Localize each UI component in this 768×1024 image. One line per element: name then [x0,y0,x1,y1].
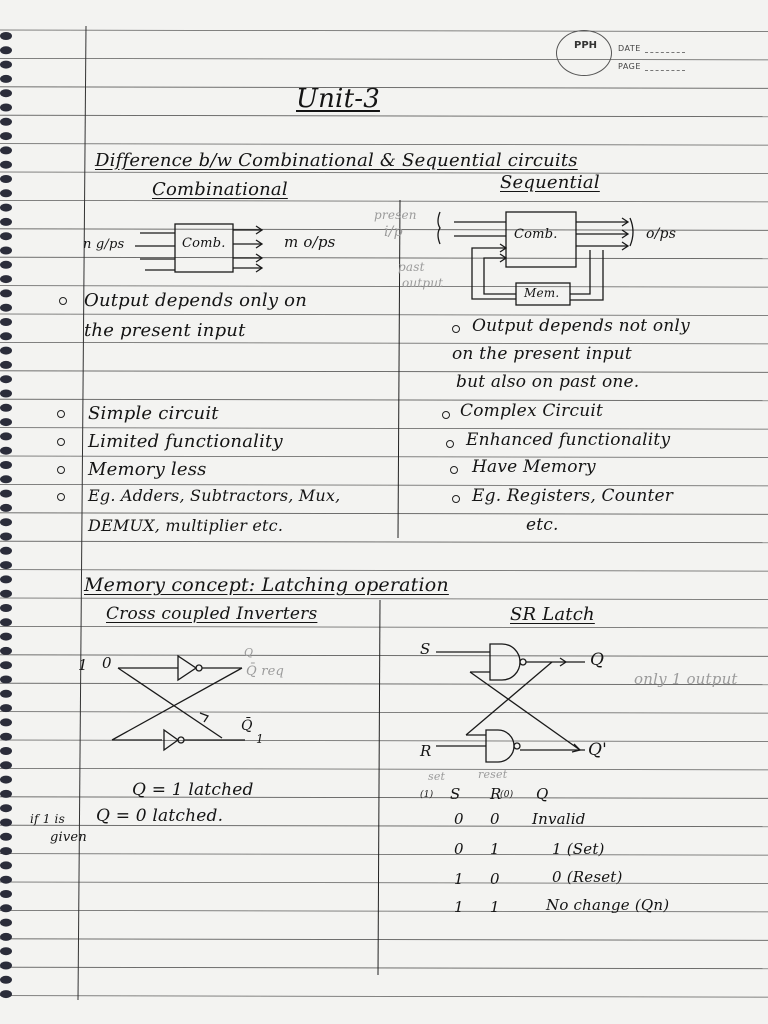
left-point: Limited functionality [88,431,283,452]
spiral-ring [0,890,12,898]
seq-past-output-label: output [402,276,444,290]
sequential-title: Sequential [500,172,600,193]
ruled-line [0,172,768,174]
left-point: Output depends only on [84,290,307,311]
spiral-ring [0,475,12,483]
tt-cell: No change (Qn) [546,896,670,914]
right-point: Complex Circuit [460,401,604,421]
ruled-line [0,342,768,344]
ruled-line [0,655,768,657]
spiral-ring [0,718,12,726]
spiral-ring [0,390,12,398]
ruled-line [0,428,768,430]
sr-s-label: S [420,640,431,658]
spiral-ring [0,575,12,583]
tt-cell: 1 [454,870,464,888]
bullet [452,325,460,333]
spiral-ring [0,304,12,312]
spiral-ring [0,247,12,255]
inverters-title: Cross coupled Inverters [106,604,318,624]
tt-cell: 1 [490,898,500,916]
tt-header-s: S [450,785,461,803]
ruled-line [0,797,768,799]
spiral-ring [0,690,12,698]
spiral-ring [0,361,12,369]
left-point: the present input [84,320,246,341]
ruled-line [0,967,768,969]
spiral-ring [0,46,12,54]
ruled-line [0,541,768,543]
right-point: Output depends not only [472,316,690,336]
spiral-ring [0,790,12,798]
spiral-ring [0,618,12,626]
tt-cell: Invalid [532,810,586,828]
spiral-ring [0,490,12,498]
spiral-ring [0,833,12,841]
spiral-ring [0,132,12,140]
side-note-1: if 1 is [30,812,65,826]
bullet [442,411,450,419]
seq-input-label: i/p [384,224,403,240]
seq-output-label: o/ps [646,226,677,242]
spiral-ring [0,261,12,269]
right-point: Have Memory [472,457,596,477]
spiral-ring [0,533,12,541]
bullet [59,297,67,305]
spiral-ring [0,432,12,440]
ruled-line [0,939,768,941]
spiral-ring [0,204,12,212]
spiral-ring [0,232,12,240]
section1-heading: Difference b/w Combinational & Sequential circuits [95,150,578,171]
ruled-line [0,456,768,458]
section1-divider [398,200,400,538]
seq-block-label: Comb. [514,227,558,242]
left-point: Eg. Adders, Subtractors, Mux, [88,486,341,505]
right-point: Eg. Registers, Counter [472,486,674,506]
comb-input-label: n g/ps [83,237,125,252]
tt-cell: 0 [454,810,464,828]
ruled-line [0,30,768,32]
inverters-diagram [112,656,245,750]
page-line [645,70,685,71]
bullet [57,438,65,446]
spiral-ring [0,404,12,412]
ruled-line [0,200,768,202]
left-point: Memory less [88,459,207,480]
spiral-ring [0,919,12,927]
section2-heading: Memory concept: Latching operation [84,574,449,596]
tt-reset-note: reset [478,768,508,781]
spiral-ring [0,418,12,426]
spiral-ring [0,647,12,655]
spiral-ring [0,104,12,112]
comb-block-label: Comb. [182,236,226,251]
spiral-ring [0,332,12,340]
spiral-ring [0,189,12,197]
ruled-line [0,58,768,60]
ruled-line [0,626,768,628]
right-point: on the present input [452,344,632,364]
date-label: DATE [618,44,641,53]
ruled-line [0,257,768,259]
spiral-ring [0,661,12,669]
page-title: Unit-3 [296,84,380,114]
spiral-ring [0,318,12,326]
sr-qprime-label: Q' [588,740,608,760]
ruled-line [0,513,768,515]
inv-qbar-label: Q̄ [241,718,253,734]
spiral-ring [0,947,12,955]
tt-r-suffix: (0) [500,790,514,800]
inv-input-1: 1 [78,656,88,674]
spiral-ring [0,776,12,784]
spiral-ring [0,962,12,970]
spiral-ring [0,561,12,569]
bullet [57,410,65,418]
spiral-ring [0,218,12,226]
seq-present-label: presen [374,208,417,222]
latched-line-1: Q = 1 latched [132,780,254,800]
brand-name: PPH [574,40,598,51]
spiral-ring [0,676,12,684]
spiral-ring [0,804,12,812]
seq-mem-label: Mem. [524,286,560,300]
spiral-ring [0,733,12,741]
ruled-line [0,854,768,856]
spiral-ring [0,375,12,383]
spiral-ring [0,747,12,755]
spiral-ring [0,32,12,40]
side-note-2: given [50,830,87,845]
spiral-ring [0,590,12,598]
ruled-line [0,996,768,998]
sr-latch-diagram [436,644,585,762]
tt-set-note: set [428,770,446,783]
spiral-ring [0,976,12,984]
tt-cell: 0 [454,840,464,858]
spiral-ring [0,933,12,941]
bullet [452,495,460,503]
brand-logo [556,30,612,76]
spiral-ring [0,861,12,869]
spiral-ring [0,347,12,355]
spiral-binding [0,32,12,998]
spiral-ring [0,761,12,769]
spiral-ring [0,461,12,469]
sr-r-label: R [420,742,432,760]
ruled-line [0,286,768,288]
seq-past-label: past [398,260,425,274]
spiral-ring [0,447,12,455]
spiral-ring [0,876,12,884]
bullet [57,466,65,474]
spiral-ring [0,118,12,126]
tt-header-q: Q [536,785,549,803]
spiral-ring [0,518,12,526]
spiral-ring [0,904,12,912]
left-point: DEMUX, multiplier etc. [88,516,284,535]
spiral-ring [0,990,12,998]
bullet [450,466,458,474]
ruled-line [0,570,768,572]
inv-input-0: 0 [102,654,112,672]
page-label: PAGE [618,62,641,71]
spiral-ring [0,633,12,641]
spiral-ring [0,847,12,855]
spiral-ring [0,504,12,512]
spiral-ring [0,75,12,83]
inv-q-note: Q̄ req [246,664,285,679]
left-point: Simple circuit [88,403,219,424]
spiral-ring [0,604,12,612]
spiral-ring [0,819,12,827]
combinational-title: Combinational [152,179,288,200]
section2-divider [378,600,380,975]
ruled-line [0,144,768,146]
ruled-line [0,598,768,600]
ruled-line [0,712,768,714]
spiral-ring [0,289,12,297]
spiral-ring [0,175,12,183]
latched-line-2: Q = 0 latched. [96,806,224,826]
spiral-ring [0,89,12,97]
tt-cell: 0 [490,870,500,888]
tt-cell: 1 [490,840,500,858]
ruled-line [0,371,768,373]
ruled-line [0,399,768,401]
bullet [57,493,65,501]
tt-s-prefix: (1) [420,790,434,800]
sr-latch-title: SR Latch [510,604,595,625]
comb-output-label: m o/ps [284,233,336,251]
tt-cell: 0 [490,810,500,828]
inv-one-label: 1 [256,732,264,746]
tt-cell: 1 [454,898,464,916]
right-point: etc. [526,515,559,535]
spiral-ring [0,61,12,69]
right-point: Enhanced functionality [466,430,671,450]
date-line [645,52,685,53]
ruled-line [0,87,768,89]
sr-note: only 1 output [634,670,738,688]
tt-header-r: R [490,785,502,803]
tt-cell: 1 (Set) [552,840,605,858]
ruled-line [0,882,768,884]
sr-q-label: Q [590,650,605,670]
spiral-ring [0,547,12,555]
right-point: but also on past one. [456,372,640,392]
inv-q-label: Q [244,646,254,659]
spiral-ring [0,704,12,712]
tt-cell: 0 (Reset) [552,868,623,886]
spiral-ring [0,161,12,169]
bullet [446,440,454,448]
ruled-line [0,768,768,770]
spiral-ring [0,146,12,154]
spiral-ring [0,275,12,283]
ruled-line [0,115,768,117]
